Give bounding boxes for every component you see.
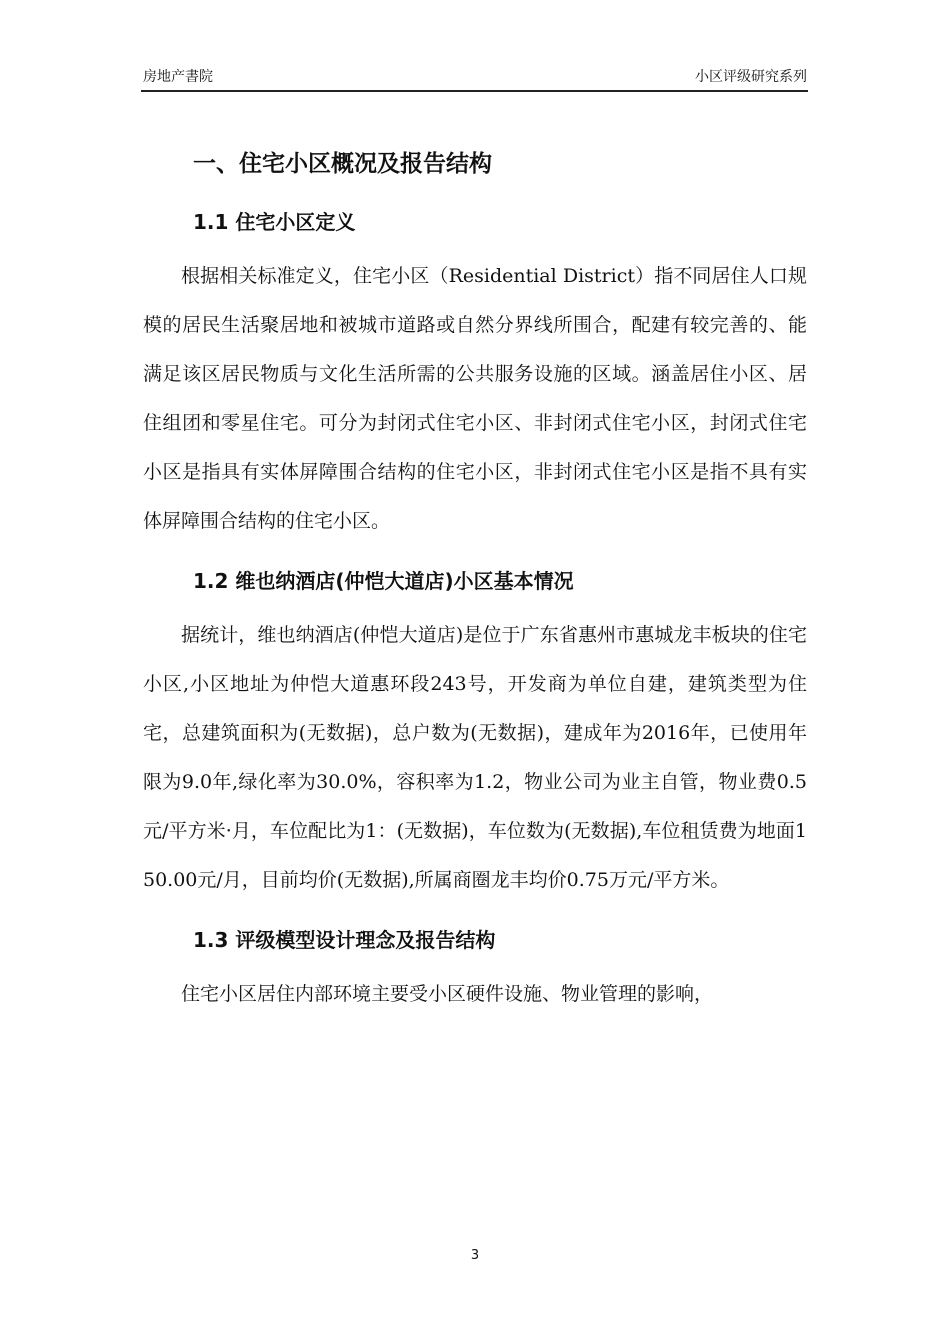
header-right-text: 小区评级研究系列 xyxy=(695,69,807,85)
subsection-heading-1-2: 1.2 维也纳酒店(仲恺大道店)小区基本情况 xyxy=(193,569,574,593)
subsection-heading-1-3: 1.3 评级模型设计理念及报告结构 xyxy=(193,928,496,952)
paragraph-basic-info: 据统计，维也纳酒店(仲恺大道店)是位于广东省惠州市惠城龙丰板块的住宅小区,小区地址为仲恺大道惠环段243号，开发商为单位自建，建筑类型为住宅，总建筑面积为(无数据)，总户数为(无数据)，建成年为2016年，已使用年限为9.0年,绿化率为30.0%，容积率为1.2，物业公司为业主自管，物业费0.5元/平方米·月，车位配比为1：(无数据)，车位数为(无数据),车位租赁费为地面150.00元/月，目前均价(无数据),所属商圈龙丰均价0.75万元/平方米。 xyxy=(143,624,807,891)
header-left-text: 房地产書院 xyxy=(143,69,213,85)
document-body xyxy=(143,140,807,1034)
paragraph-model-design: 住宅小区居住内部环境主要受小区硬件设施、物业管理的影响， xyxy=(181,983,714,1005)
paragraph-definition: 根据相关标准定义，住宅小区（Residential District）指不同居住人口规模的居民生活聚居地和被城市道路或自然分界线所围合，配建有较完善的、能满足该区居民物质与文化生活所需的公共服务设施的区域。涵盖居住小区、居住组团和零星住宅。可分为封闭式住宅小区、非封闭式住宅小区，封闭式住宅小区是指具有实体屏障围合结构的住宅小区，非封闭式住宅小区是指不具有实体屏障围合结构的住宅小区。 xyxy=(143,265,807,532)
subsection-heading-1-1: 1.1 住宅小区定义 xyxy=(193,210,356,234)
header-divider xyxy=(141,90,808,92)
page-number: 3 xyxy=(470,1248,480,1263)
section-heading-1: 一、住宅小区概况及报告结构 xyxy=(193,151,492,177)
